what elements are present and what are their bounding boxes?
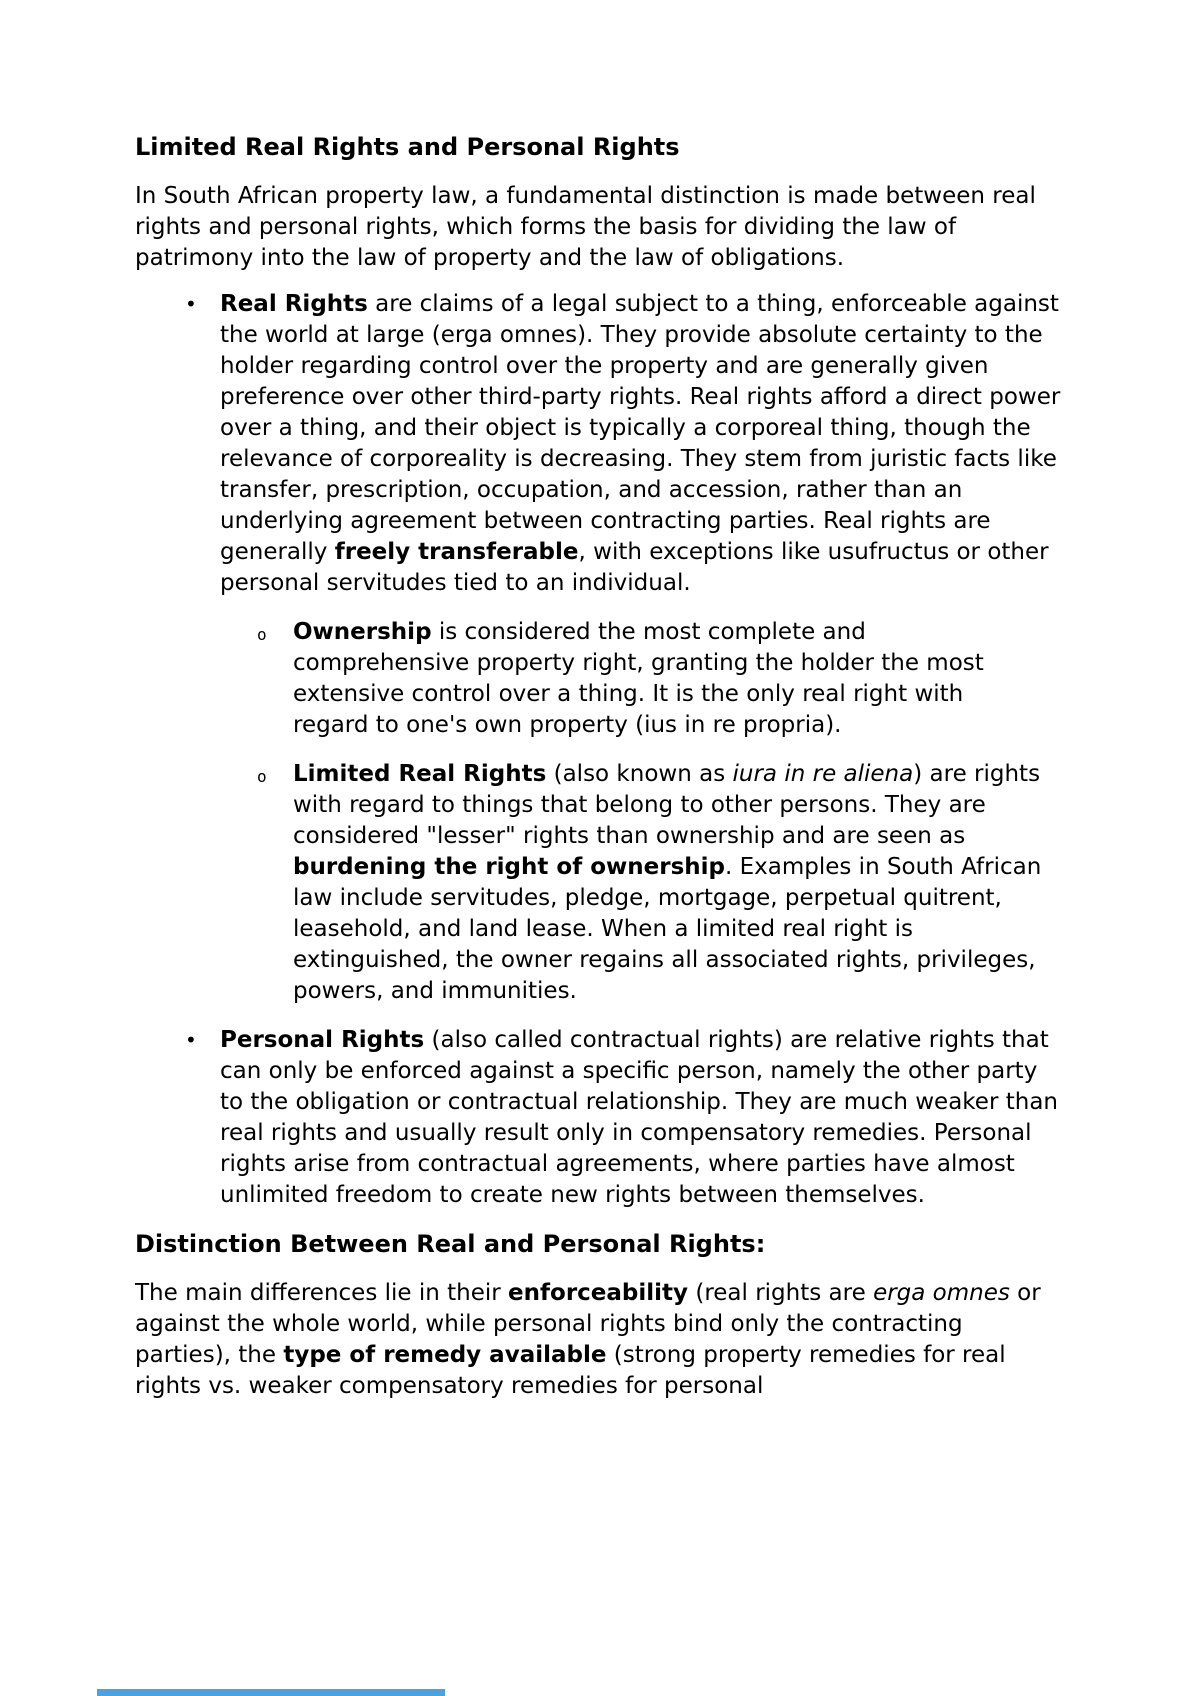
sub-bullet-limited-real-rights-text: Limited Real Rights (also known as iura in re aliena) are rights with regard to things that belong to other persons. They are considered "lesser" rights than ownership and are seen as burdening the right of ownership. Examples in South African law include servitudes, pledge, mortgage, perpetual quitrent, leasehold, and land lease. When a limited real right is extinguished, the owner regains all associated rights, privileges, powers, and immunities. (293, 761, 1042, 1004)
bullet-personal-rights-text: Personal Rights (also called contractual rights) are relative rights that can only be enforced against a specific person, namely the other party to the obligation or contractual relationship. They are much weaker than real rights and usually result only in compensatory remedies. Personal rights arise from contractual agreements, where parties have almost unlimited freedom to create new rights between themselves. (220, 1027, 1058, 1208)
sub-bullet-limited-real-rights (135, 759, 1065, 1007)
bullet-real-rights-text: Real Rights are claims of a legal subject to a thing, enforceable against the world at large (erga omnes). They provide absolute certainty to the holder regarding control over the property and are generally given preference over other third-party rights. Real rights afford a direct power over a thing, and their object is typically a corporeal thing, though the relevance of corporeality is decreasing. They stem from juristic facts like transfer, prescription, occupation, and accession, rather than an underlying agreement between contracting parties. Real rights are generally freely transferable, with exceptions like usufructus or other personal servitudes tied to an individual. (220, 291, 1061, 596)
bullet-personal-rights (135, 1025, 1065, 1211)
bullet-dot-marker: • (185, 292, 197, 316)
cut-off-highlight-bar (97, 1689, 445, 1696)
bullet-circle-marker: o (257, 767, 267, 786)
sub-bullet-ownership (135, 617, 1065, 741)
bullet-circle-marker: o (257, 625, 267, 644)
document-title: Limited Real Rights and Personal Rights (135, 133, 680, 161)
closing-paragraph: The main differences lie in their enforceability (real rights are erga omnes or against the whole world, while personal rights bind only the contracting parties), the type of remedy available (strong property remedies for real rights vs. weaker compensatory remedies for personal (135, 1280, 1041, 1399)
intro-paragraph: In South African property law, a fundamental distinction is made between real rights and personal rights, which forms the basis for dividing the law of patrimony into the law of property and the law of obligations. (135, 183, 1036, 271)
bullet-dot-marker: • (185, 1028, 197, 1052)
sub-bullet-ownership-text: Ownership is considered the most complete and comprehensive property right, granting the holder the most extensive control over a thing. It is the only real right with regard to one's own property (ius in re propria). (293, 619, 984, 738)
bullet-real-rights (135, 289, 1065, 599)
distinction-heading: Distinction Between Real and Personal Rights: (135, 1230, 766, 1258)
